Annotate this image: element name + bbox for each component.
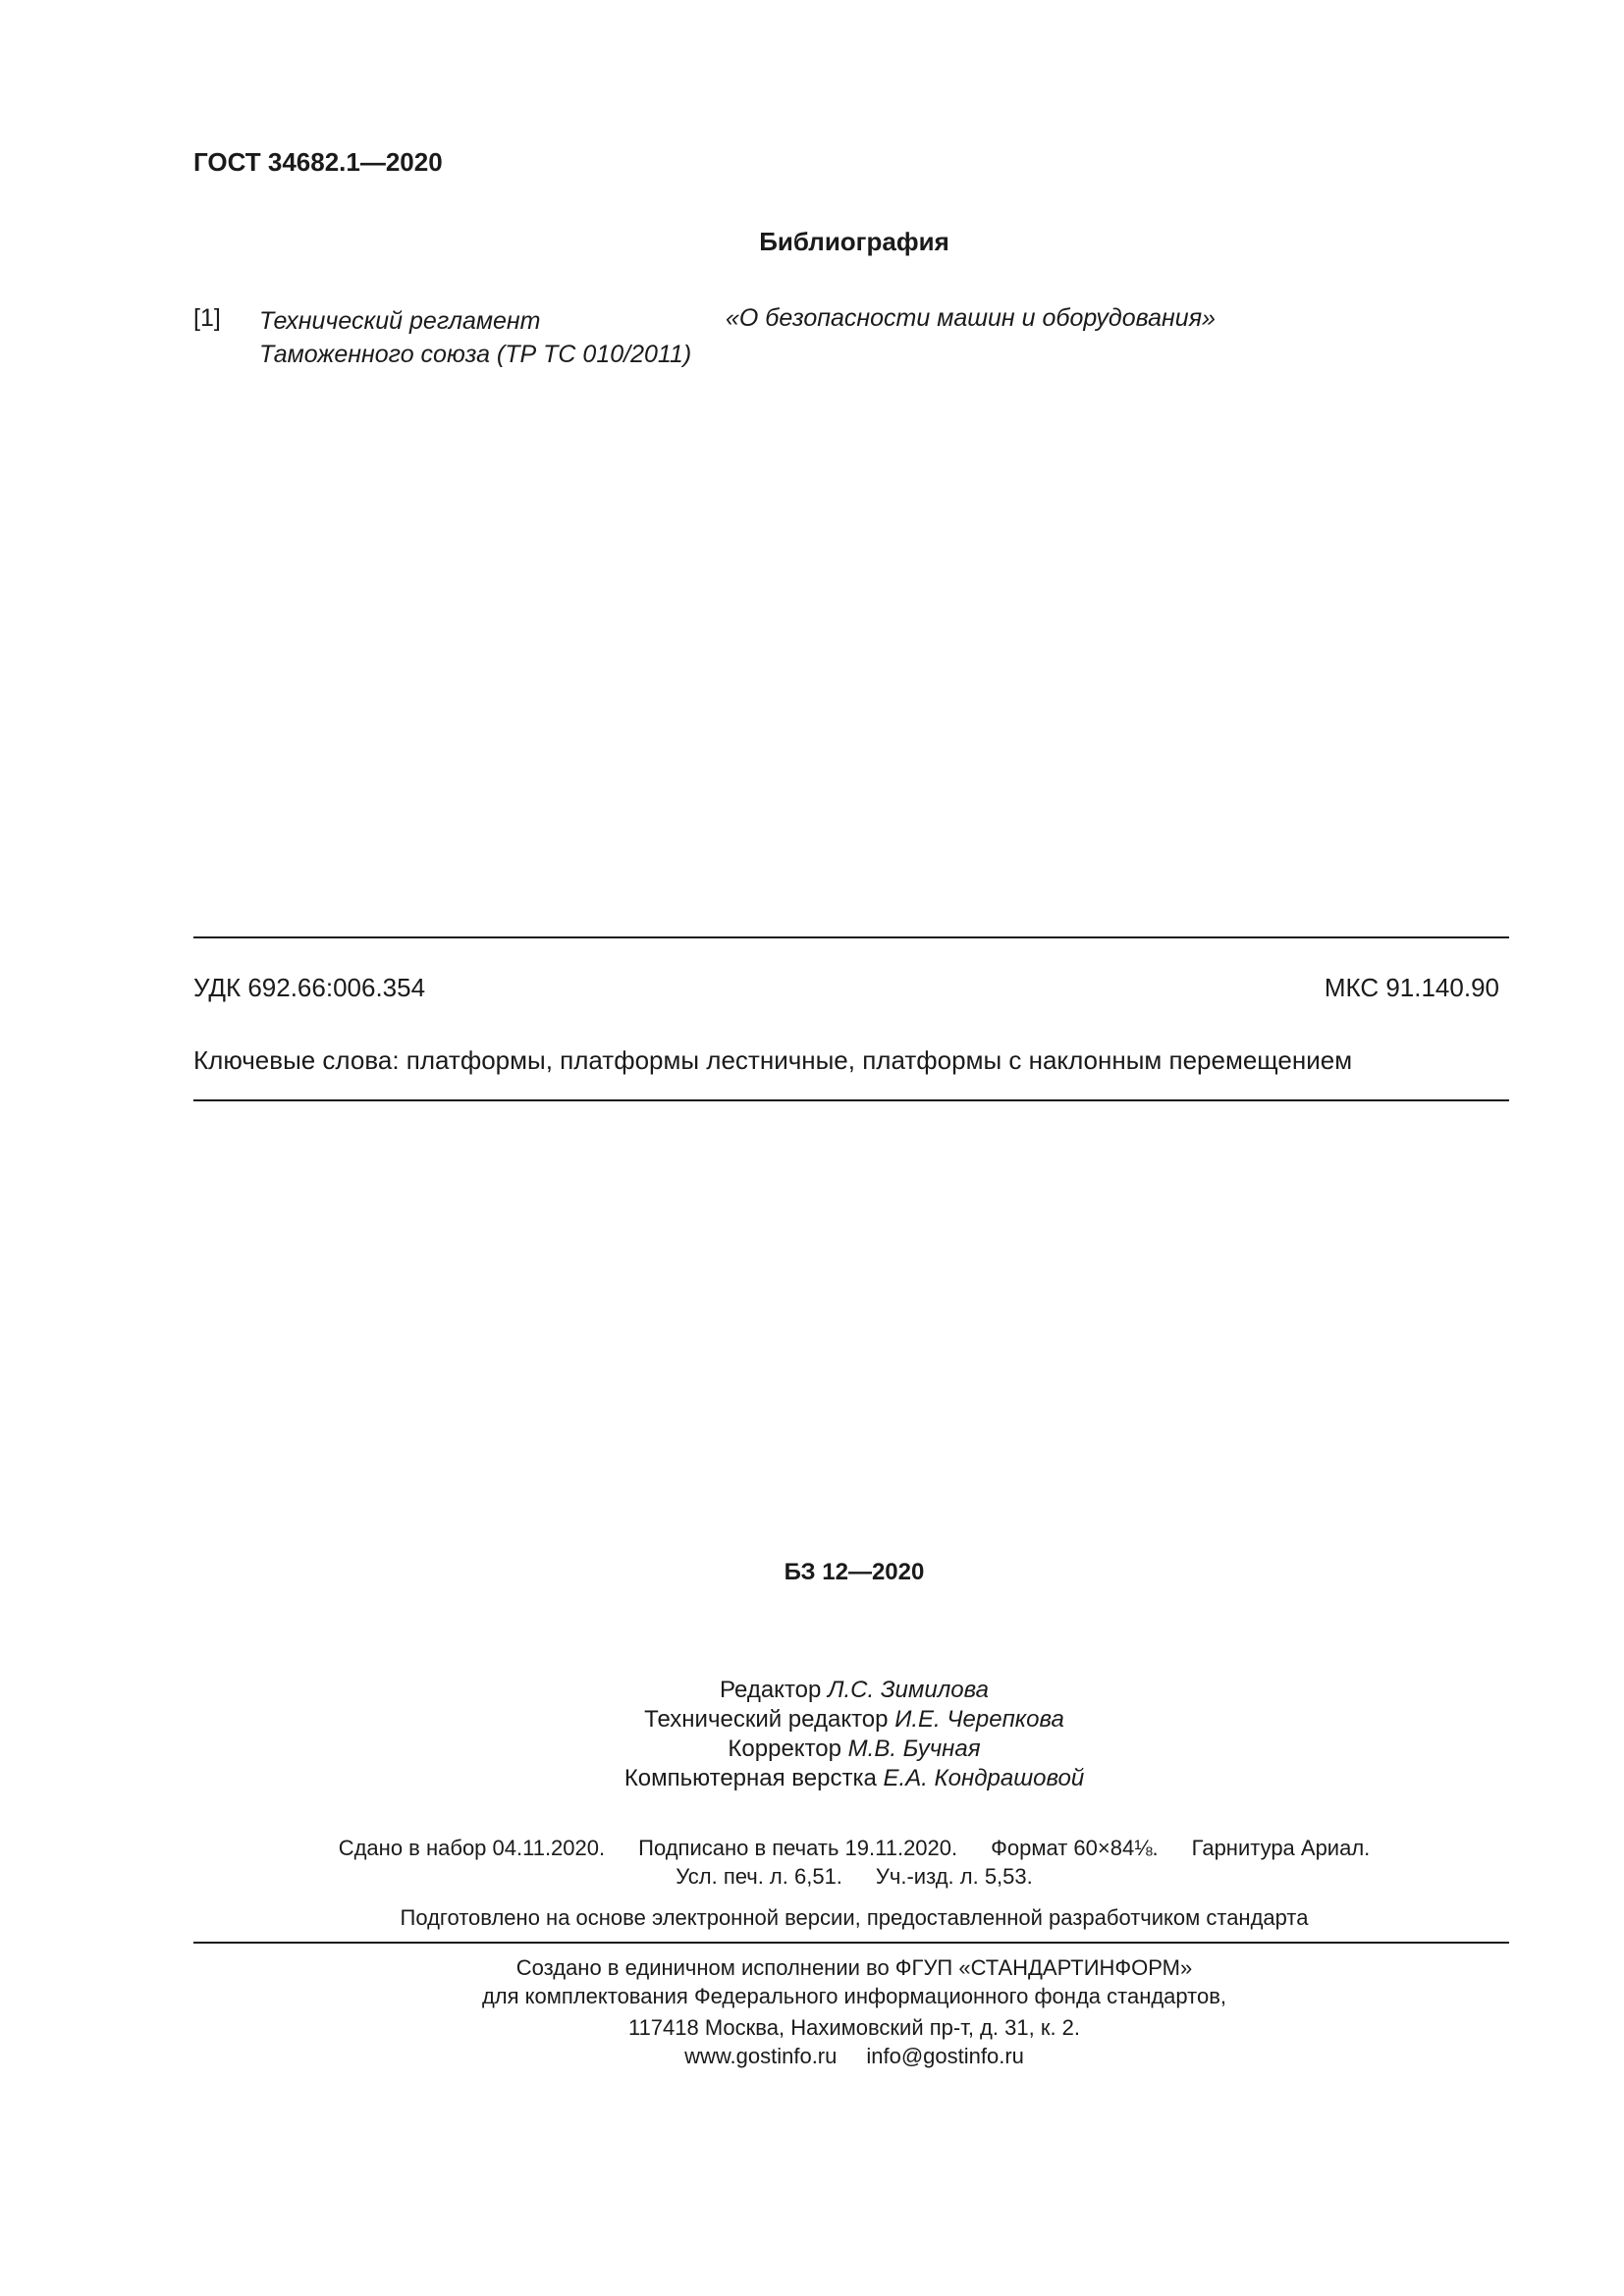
publisher-address: 117418 Москва, Нахимовский пр-т, д. 31, к. 2.: [627, 2015, 1081, 2040]
publisher-contacts: [0, 2013, 1624, 2070]
website-link[interactable]: www.gostinfo.ru: [684, 2044, 838, 2068]
edition-sheets: Уч.-изд. л. 5,53.: [875, 1864, 1033, 1889]
print-details-line1: [0, 1834, 1624, 1862]
staff-role: Компьютерная верстка: [623, 1765, 877, 1791]
email-link[interactable]: info@gostinfo.ru: [866, 2044, 1024, 2068]
created-line1: Создано в единичном исполнении во ФГУП «СТАНДАРТИНФОРМ»: [515, 1955, 1193, 1980]
signed-date: Подписано в печать 19.11.2020.: [638, 1836, 958, 1860]
divider-top: [193, 936, 1509, 938]
typeface: Гарнитура Ариал.: [1191, 1836, 1371, 1860]
created-note: [0, 1953, 1624, 2010]
keywords: Ключевые слова: платформы, платформы лестничные, платформы с наклонным перемещением: [193, 1045, 1353, 1075]
staff-proofreader: [0, 1735, 1624, 1764]
staff-technical-editor: [0, 1705, 1624, 1735]
bibliography-entry-document-line1: Технический регламент: [259, 307, 541, 335]
bibliography-entry-document-line2: Таможенного союза (ТР ТС 010/2011): [259, 341, 692, 368]
submitted-date: Сдано в набор 04.11.2020.: [338, 1836, 606, 1860]
staff-layout: [0, 1764, 1624, 1793]
bibliography-title: Библиография: [759, 227, 949, 256]
mks-code: МКС 91.140.90: [1324, 973, 1499, 1002]
staff-role: Редактор: [720, 1677, 822, 1703]
divider-bottom: [193, 1942, 1509, 1944]
udk-code: УДК 692.66:006.354: [193, 973, 426, 1002]
publisher-web: [0, 2042, 1624, 2070]
bibliography-entry-document: [259, 304, 691, 371]
paper-format: Формат 60×84⅛.: [991, 1836, 1159, 1860]
print-details: [0, 1834, 1624, 1891]
bibliography-entry-title: «О безопасности машин и оборудования»: [726, 304, 1216, 332]
staff-name: Е.А. Кондрашовой: [883, 1765, 1085, 1791]
staff-name: Л.С. Зимилова: [828, 1677, 989, 1703]
bz-number: БЗ 12—2020: [784, 1559, 925, 1585]
created-line2: для комплектования Федерального информационного фонда стандартов,: [481, 1984, 1227, 2008]
standard-code: ГОСТ 34682.1—2020: [193, 147, 443, 177]
print-sheets: Усл. печ. л. 6,51.: [676, 1864, 842, 1889]
print-details-line2: [0, 1862, 1624, 1891]
bibliography-entry-number: [1]: [193, 304, 221, 332]
prepared-note: Подготовлено на основе электронной версии, предоставленной разработчиком стандарта: [400, 1905, 1309, 1930]
staff-role: Технический редактор: [644, 1706, 889, 1733]
staff-name: И.Е. Черепкова: [894, 1706, 1064, 1733]
staff-role: Корректор: [728, 1735, 841, 1762]
staff-credits: [0, 1676, 1624, 1793]
divider-middle: [193, 1099, 1509, 1101]
staff-name: М.В. Бучная: [847, 1735, 981, 1762]
staff-editor: [0, 1676, 1624, 1705]
